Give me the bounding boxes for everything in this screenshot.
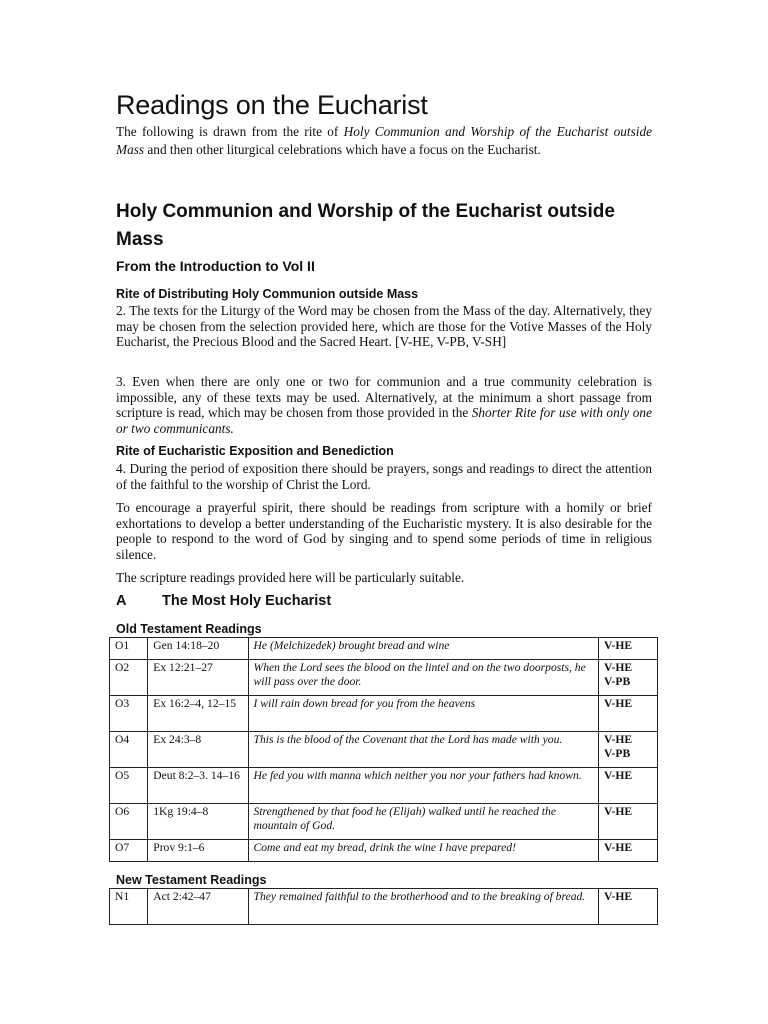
reading-tag: V-HE (599, 696, 658, 732)
reading-reference: Act 2:42–47 (148, 889, 248, 925)
rite1-heading: Rite of Distributing Holy Communion outside Mass (116, 287, 419, 301)
reading-id: O7 (110, 840, 148, 862)
reading-id: O1 (110, 638, 148, 660)
section-a-title: The Most Holy Eucharist (162, 593, 332, 609)
paragraph-3-text: 3. Even when there are only one or two for communion and a true community celebration is impossible, any of these texts may be used. Alternatively, at the minimum a short passage from scripture is read, which may be chosen from those provided in the (116, 374, 652, 421)
reading-reference: Ex 24:3–8 (148, 732, 248, 768)
page-title: Readings on the Eucharist (116, 90, 428, 120)
paragraph-3 (116, 374, 652, 436)
reading-tag: V-HE V-PB (599, 660, 658, 696)
reading-text: This is the blood of the Covenant that the Lord has made with you. (248, 732, 599, 768)
nt-heading: New Testament Readings (116, 873, 267, 887)
reading-tag: V-HE (599, 840, 658, 862)
reading-reference: Prov 9:1–6 (148, 840, 248, 862)
table-row (110, 638, 658, 660)
section-a-heading (116, 593, 331, 609)
table-row (110, 732, 658, 768)
paragraph-6: The scripture readings provided here will be particularly suitable. (116, 570, 465, 585)
reading-tag: V-HE (599, 638, 658, 660)
subheading: From the Introduction to Vol II (116, 258, 315, 274)
table-row (110, 660, 658, 696)
reading-id: O3 (110, 696, 148, 732)
table-row (110, 840, 658, 862)
reading-reference: 1Kg 19:4–8 (148, 804, 248, 840)
reading-id: N1 (110, 889, 148, 925)
reading-tag: V-HE (599, 889, 658, 925)
ot-table (109, 637, 658, 862)
ot-heading: Old Testament Readings (116, 622, 262, 636)
reading-id: O5 (110, 768, 148, 804)
section-heading: Holy Communion and Worship of the Eucharist outside Mass (116, 201, 615, 250)
nt-table (109, 888, 658, 925)
reading-id: O4 (110, 732, 148, 768)
reading-text: He fed you with manna which neither you nor your fathers had known. (248, 768, 599, 804)
reading-reference: Gen 14:18–20 (148, 638, 248, 660)
reading-text: He (Melchizedek) brought bread and wine (248, 638, 599, 660)
paragraph-3-italic: Shorter Rite for use with only one or two communicants. (116, 405, 652, 436)
reading-text: Strengthened by that food he (Elijah) walked until he reached the mountain of God. (248, 804, 599, 840)
paragraph-4: 4. During the period of exposition there should be prayers, songs and readings to direct the attention of the faithful to the worship of Christ the Lord. (116, 461, 652, 492)
reading-text: Come and eat my bread, drink the wine I have prepared! (248, 840, 599, 862)
reading-reference: Ex 16:2–4, 12–15 (148, 696, 248, 732)
reading-id: O6 (110, 804, 148, 840)
reading-tag: V-HE (599, 768, 658, 804)
intro-prefix: The following is drawn from the rite of (116, 124, 344, 139)
intro-suffix: and then other liturgical celebrations which have a focus on the Eucharist. (144, 142, 541, 157)
reading-text: I will rain down bread for you from the heavens (248, 696, 599, 732)
reading-reference: Deut 8:2–3. 14–16 (148, 768, 248, 804)
table-row (110, 889, 658, 925)
reading-reference: Ex 12:21–27 (148, 660, 248, 696)
reading-text: When the Lord sees the blood on the lintel and on the two doorposts, he will pass over the door. (248, 660, 599, 696)
rite2-heading: Rite of Eucharistic Exposition and Benediction (116, 444, 394, 458)
reading-tag: V-HE V-PB (599, 732, 658, 768)
table-row (110, 768, 658, 804)
reading-tag: V-HE (599, 804, 658, 840)
intro-rite-title: Holy Communion and Worship of the Eucharist outside Mass (116, 124, 653, 157)
paragraph-5: To encourage a prayerful spirit, there should be readings from scripture with a homily or brief exhortations to develop a better understanding of the Eucharistic mystery. It is also desirable for the people to respond to the word of God by singing and to spend some periods of time in religious silence. (116, 500, 652, 562)
table-row (110, 696, 658, 732)
paragraph-2: 2. The texts for the Liturgy of the Word may be chosen from the Mass of the day. Alternatively, they may be chosen from the selection provided here, which are those for the Votive Masses of the Holy Eucharist, the Precious Blood and the Sacred Heart. [V-HE, V-PB, V-SH] (116, 303, 652, 350)
section-a-letter: A (116, 593, 127, 609)
intro-paragraph (116, 123, 652, 159)
reading-id: O2 (110, 660, 148, 696)
reading-text: They remained faithful to the brotherhood and to the breaking of bread. (248, 889, 599, 925)
table-row (110, 804, 658, 840)
